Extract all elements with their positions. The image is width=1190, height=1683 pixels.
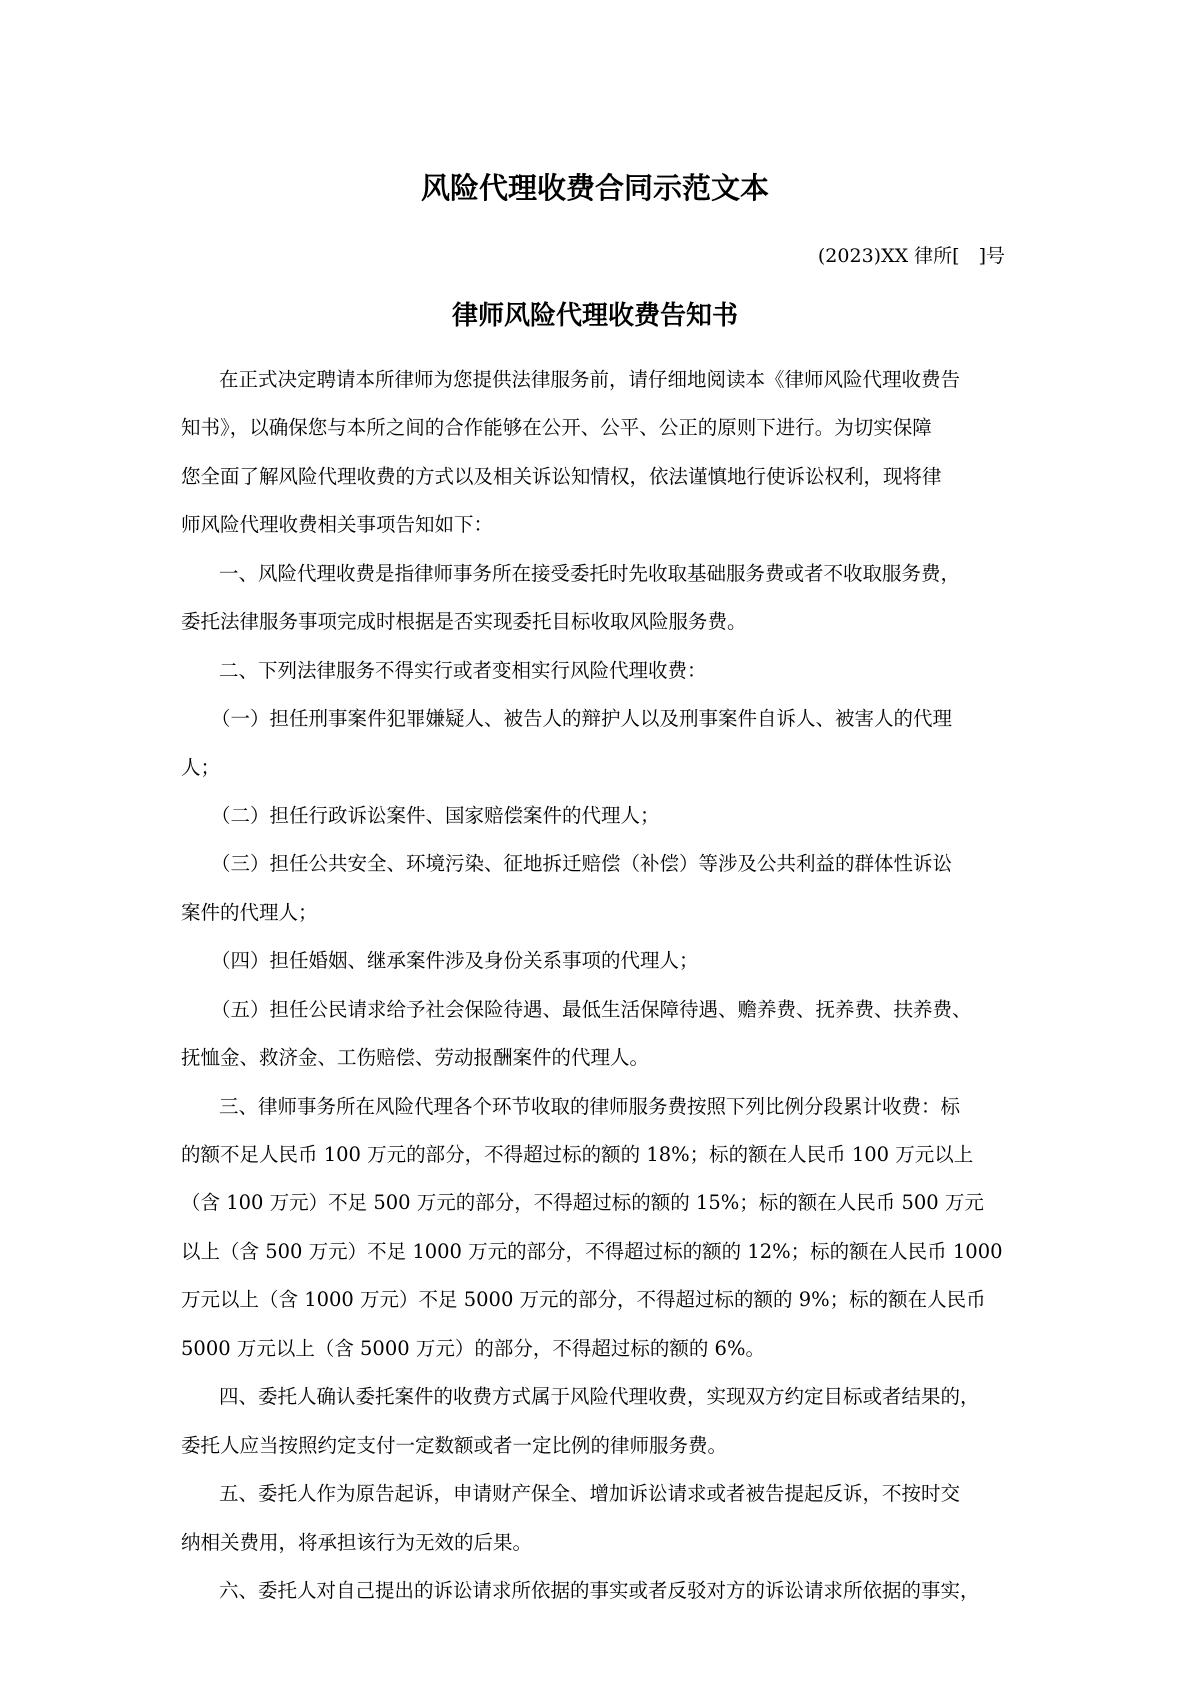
body-line: 二、下列法律服务不得实行或者变相实行风险代理收费： <box>219 658 707 682</box>
document-body <box>181 356 1021 1615</box>
body-line: （四）担任婚姻、继承案件涉及身份关系事项的代理人； <box>211 949 699 973</box>
body-line: 知书》，以确保您与本所之间的合作能够在公开、公平、公正的原则下进行。为切实保障 <box>181 416 932 440</box>
body-line: 您全面了解风险代理收费的方式以及相关诉讼知情权，依法谨慎地行使诉讼权利，现将律 <box>181 464 942 488</box>
body-line: 案件的代理人； <box>181 900 318 924</box>
body-line: 万元以上（含 1000 万元）不足 5000 万元的部分，不得超过标的额的 9%；标的额在人民币 <box>181 1288 986 1312</box>
body-line: 委托人应当按照约定支付一定数额或者一定比例的律师服务费。 <box>181 1433 728 1457</box>
body-line: 一、风险代理收费是指律师事务所在接受委托时先收取基础服务费或者不收取服务费， <box>219 561 961 585</box>
body-line: 五、委托人作为原告起诉，申请财产保全、增加诉讼请求或者被告提起反诉，不按时交 <box>219 1482 961 1506</box>
body-line: （三）担任公共安全、环境污染、征地拆迁赔偿（补偿）等涉及公共利益的群体性诉讼 <box>211 852 953 876</box>
document-title: 风险代理收费合同示范文本 <box>420 171 769 205</box>
body-line: （二）担任行政诉讼案件、国家赔偿案件的代理人； <box>211 803 660 827</box>
notice-subtitle: 律师风险代理收费告知书 <box>451 301 738 331</box>
body-line: 六、委托人对自己提出的诉讼请求所依据的事实或者反驳对方的诉讼请求所依据的事实， <box>219 1578 980 1602</box>
body-line: 人； <box>181 755 221 779</box>
body-line: （五）担任公民请求给予社会保险待遇、最低生活保障待遇、赡养费、抚养费、扶养费、 <box>211 997 972 1021</box>
body-line: 纳相关费用，将承担该行为无效的后果。 <box>181 1530 533 1554</box>
body-line: 以上（含 500 万元）不足 1000 万元的部分，不得超过标的额的 12%；标的额在人民币 1000 <box>181 1239 1003 1263</box>
body-line: 抚恤金、救济金、工伤赔偿、劳动报酬案件的代理人。 <box>181 1046 650 1070</box>
body-line: （一）担任刑事案件犯罪嫌疑人、被告人的辩护人以及刑事案件自诉人、被害人的代理 <box>211 707 953 731</box>
body-line: 师风险代理收费相关事项告知如下： <box>181 513 494 537</box>
body-line: （含 100 万元）不足 500 万元的部分，不得超过标的额的 15%；标的额在人民币 500 万元 <box>181 1191 984 1215</box>
body-line: 5000 万元以上（含 5000 万元）的部分，不得超过标的额的 6%。 <box>181 1336 765 1360</box>
body-line: 三、律师事务所在风险代理各个环节收取的律师服务费按照下列比例分段累计收费：标 <box>219 1094 961 1118</box>
body-line: 在正式决定聘请本所律师为您提供法律服务前，请仔细地阅读本《律师风险代理收费告 <box>219 368 961 391</box>
document-number: (2023)XX 律所[ ]号 <box>817 245 1005 267</box>
body-line: 四、委托人确认委托案件的收费方式属于风险代理收费，实现双方约定目标或者结果的， <box>219 1385 980 1409</box>
body-line: 委托法律服务事项完成时根据是否实现委托目标收取风险服务费。 <box>181 610 747 634</box>
body-line: 的额不足人民币 100 万元的部分，不得超过标的额的 18%；标的额在人民币 100 万元以上 <box>181 1143 974 1166</box>
